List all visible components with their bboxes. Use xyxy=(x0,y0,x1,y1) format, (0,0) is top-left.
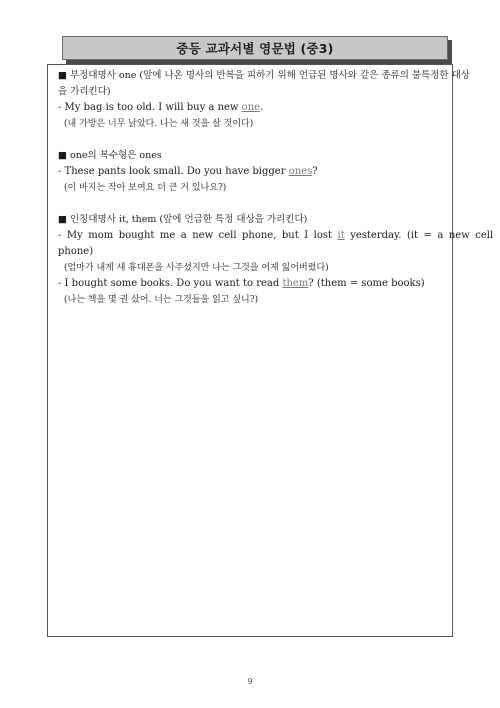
content-area xyxy=(58,68,494,308)
example-text: - My mom bought me a new cell phone, but I lost xyxy=(58,230,338,241)
example-text: - I bought some books. Do you want to read xyxy=(58,278,283,289)
section-heading-continued: 을 가리킨다) xyxy=(58,86,111,97)
underlined-word: it xyxy=(337,230,345,241)
example-sentence-continued: phone) xyxy=(58,246,94,257)
example-text: - These pants look small. Do you have bigger xyxy=(58,166,289,177)
example-sentence xyxy=(58,228,494,244)
example-text-end: . xyxy=(260,102,264,113)
example-text: - My bag is too old. I will buy a new xyxy=(58,102,242,113)
example-text-end: yesterday. (it = a new cell xyxy=(344,230,494,241)
spacer xyxy=(58,196,444,212)
header-bar xyxy=(62,36,448,60)
example-text-end: ? (them = some books) xyxy=(308,278,425,289)
example-sentence xyxy=(58,276,444,292)
page-title: 중등 교과서별 영문법 (중3) xyxy=(176,41,334,56)
section-plural-ones xyxy=(58,148,444,196)
underlined-word: ones xyxy=(288,166,313,177)
section-indefinite-pronoun-one xyxy=(58,68,470,132)
example-sentence xyxy=(58,100,444,116)
example-text-end: ? xyxy=(312,166,318,177)
translation: (내 가방은 너무 낡았다. 나는 새 것을 살 것이다) xyxy=(64,119,254,129)
spacer xyxy=(58,132,444,148)
section-personal-pronouns xyxy=(58,212,494,308)
underlined-word: them xyxy=(282,278,309,289)
example-sentence xyxy=(58,164,444,180)
section-heading: ■ one의 복수형은 ones xyxy=(58,150,162,161)
translation: (이 바지는 작아 보여요 더 큰 거 있나요?) xyxy=(64,183,227,193)
translation: (나는 책을 몇 권 샀어. 너는 그것들을 읽고 싶니?) xyxy=(64,295,259,305)
underlined-word: one xyxy=(241,102,261,113)
translation: (엄마가 내게 새 휴대폰을 사주셨지만 나는 그것을 어제 잃어버렸다) xyxy=(64,263,329,273)
section-heading: ■ 부정대명사 one (앞에 나온 명사의 반복을 피하기 위해 언급된 명사와 같은 종류의 불특정한 대상 xyxy=(58,70,470,81)
page-number: 9 xyxy=(247,677,253,686)
section-heading: ■ 인칭대명사 it, them (앞에 언급한 특정 대상을 가리킨다) xyxy=(58,214,308,225)
